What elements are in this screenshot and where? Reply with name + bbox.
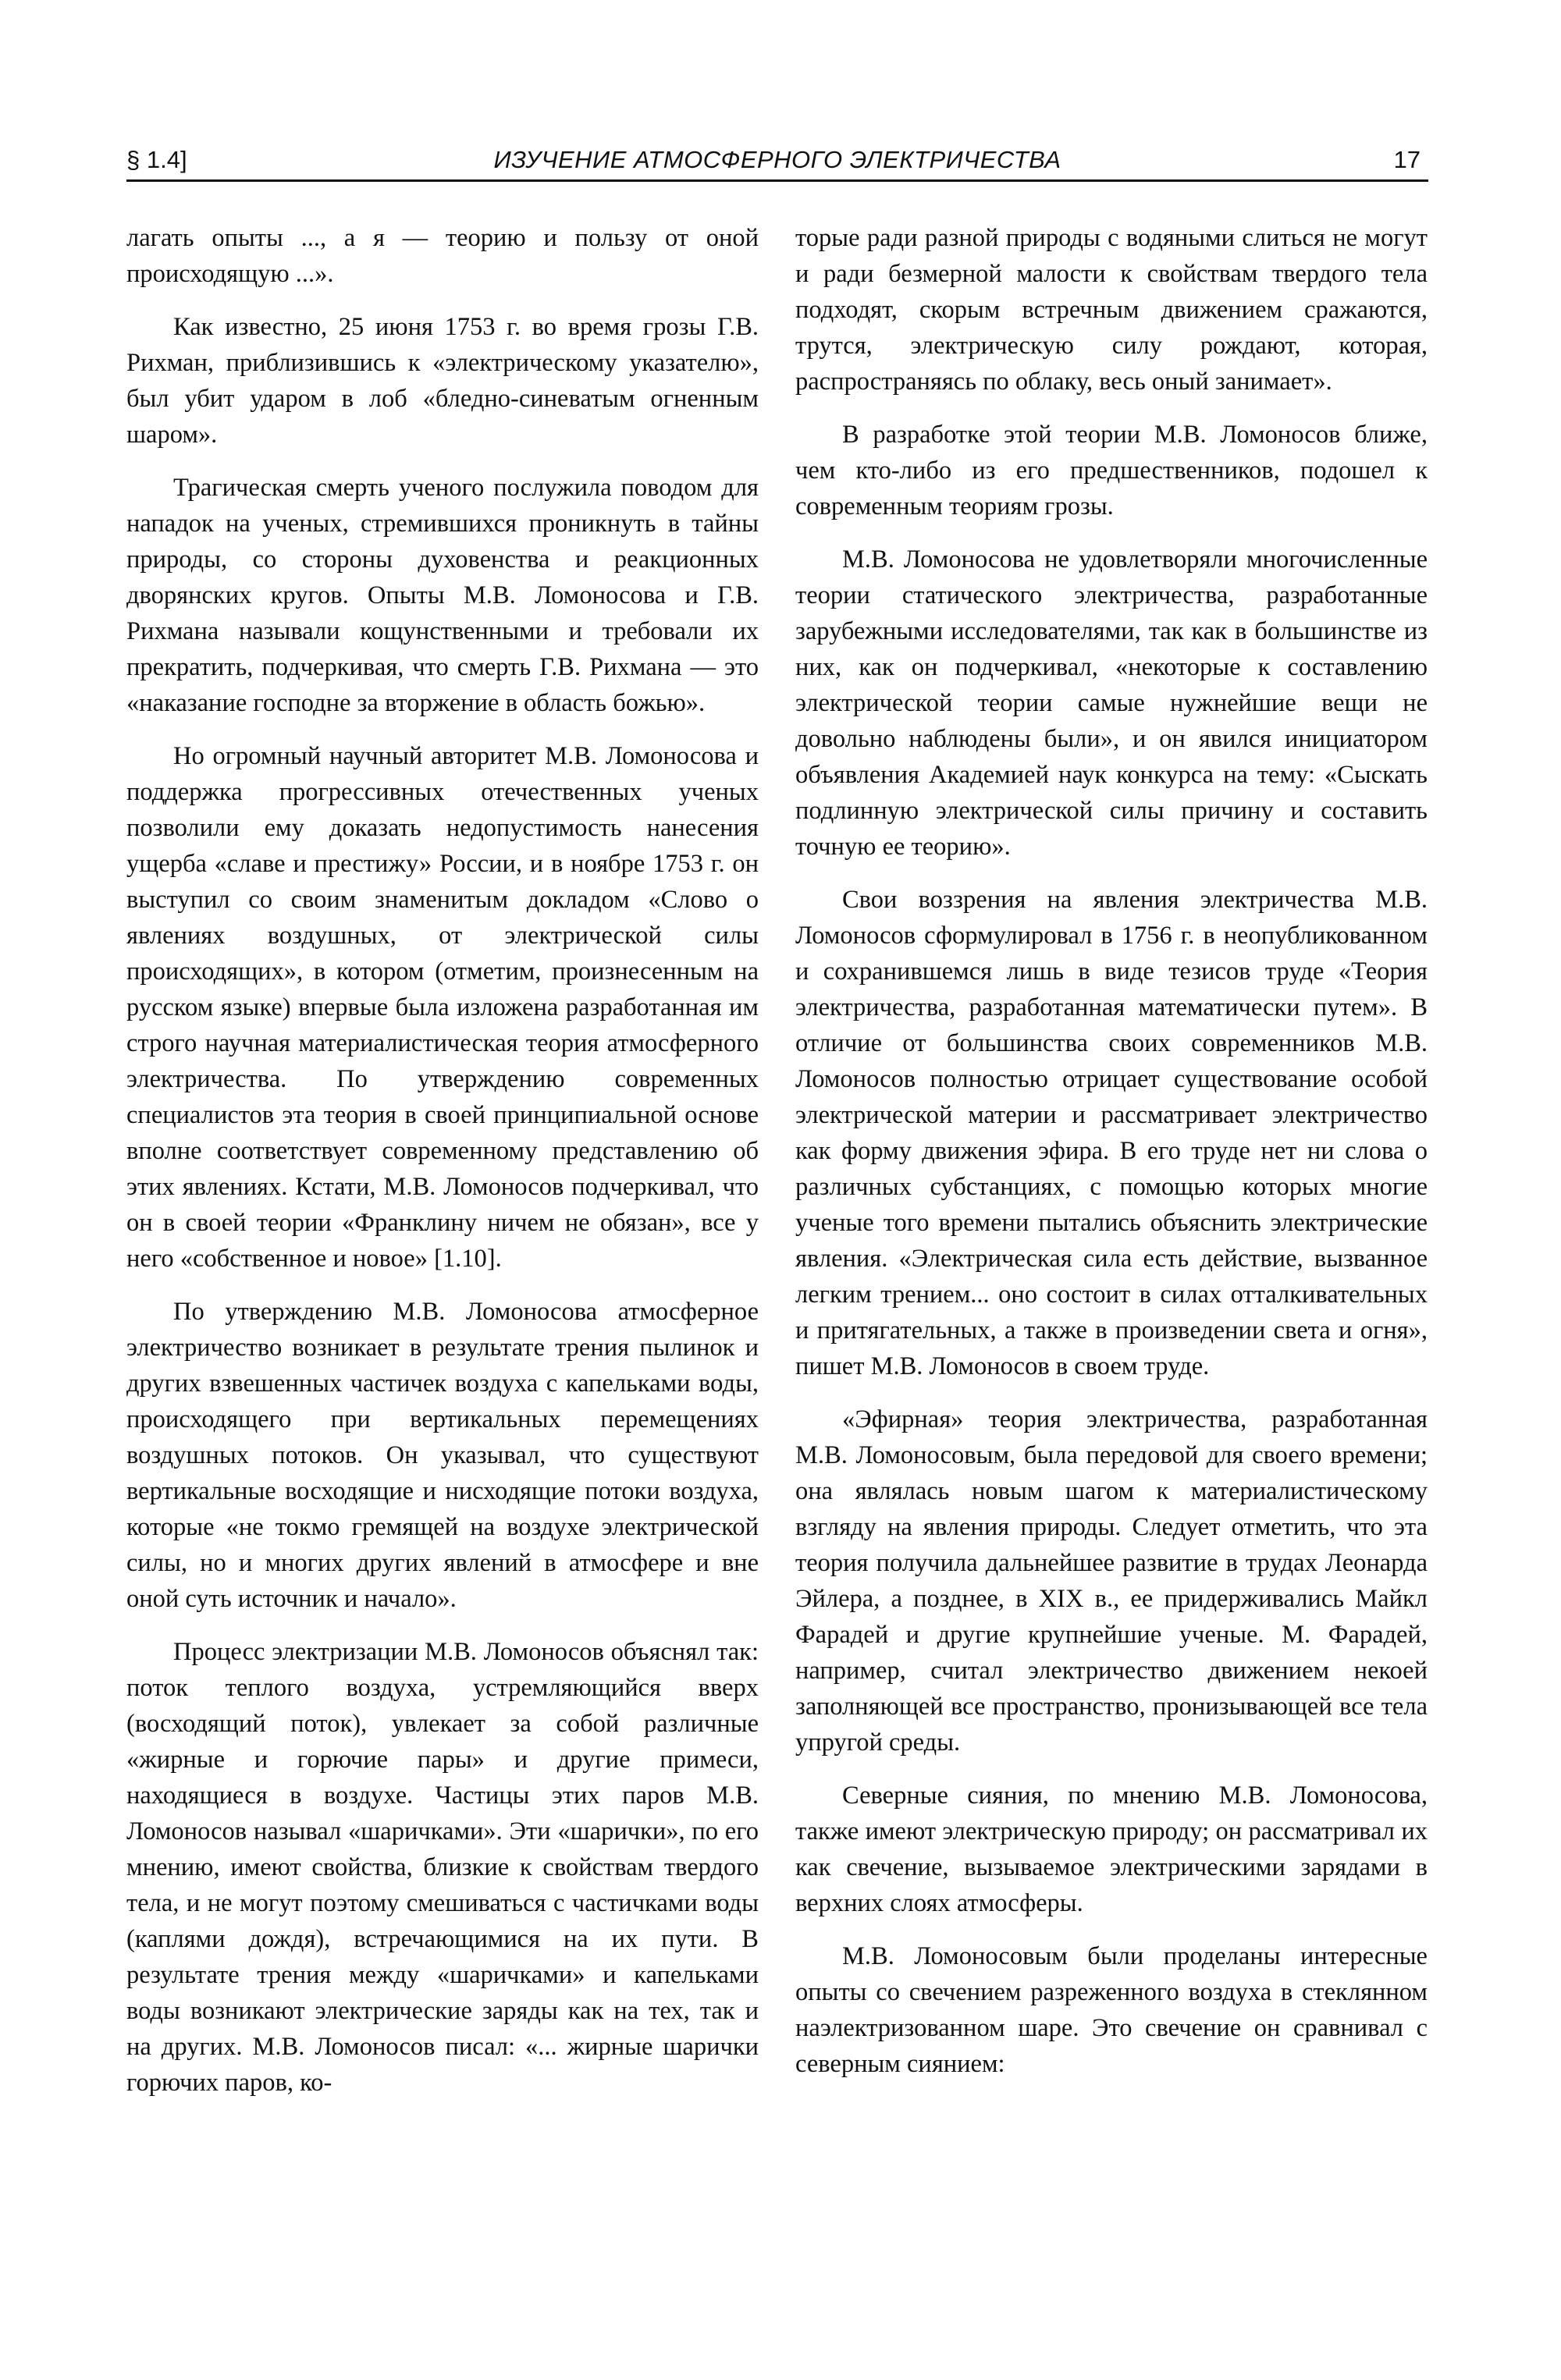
page-number: 17 xyxy=(1393,146,1421,173)
paragraph: Процесс электризации М.В. Ломоносов объяснял так: поток теплого воздуха, устремляющийся вверх (восходящий поток), увлекает за собой различные «жирные и горючие пары» и другие примеси, находящиеся в воздухе. Частицы этих паров М.В. Ломоносов называл «шаричками». Эти «шарички», по его мнению, имеют свойства, близкие к свойствам твердого тела, и не могут поэтому смешиваться с частичками воды (каплями дождя), встречающимися на их пути. В результате трения между «шаричками» и капельками воды возникают электрические заряды как на тех, так и на других. М.В. Ломоносов писал: «... жирные шарички горючих паров, ко- xyxy=(126,1638,759,2097)
right-column xyxy=(795,220,1428,2099)
paragraph: Как известно, 25 июня 1753 г. во время грозы Г.В. Рихман, приблизившись к «электрическому указателю», был убит ударом в лоб «бледно-синеватым огненным шаром». xyxy=(126,313,759,449)
left-column xyxy=(126,220,759,2118)
paragraph: Свои воззрения на явления электричества М.В. Ломоносов сформулировал в 1756 г. в неопубликованном и сохранившемся лишь в виде тезисов труде «Теория электричества, разработанная математически путем». В отличие от большинства своих современников М.В. Ломоносов полностью отрицает существование особой электрической материи и рассматривает электричество как форму движения эфира. В его труде нет ни слова о различных субстанциях, с помощью которых многие ученые того времени пытались объяснить электрические явления. «Электрическая сила есть действие, вызванное легким трением... оно состоит в силах отталкивательных и притягательных, а также в произведении света и огня», пишет М.В. Ломоносов в своем труде. xyxy=(795,886,1428,1380)
paragraph: Трагическая смерть ученого послужила поводом для нападок на ученых, стремившихся проникнуть в тайны природы, со стороны духовенства и реакционных дворянских кругов. Опыты М.В. Ломоносова и Г.В. Рихмана называли кощунственными и требовали их прекратить, подчеркивая, что смерть Г.В. Рихмана — это «наказание господне за вторжение в область божью». xyxy=(126,474,759,717)
paragraph: лагать опыты ..., а я — теорию и пользу от оной происходящую ...». xyxy=(126,224,759,288)
section-number: § 1.4] xyxy=(126,146,187,173)
paragraph: Северные сияния, по мнению М.В. Ломоносова, также имеют электрическую природу; он рассматривал их как свечение, вызываемое электрическими зарядами в верхних слоях атмосферы. xyxy=(795,1781,1428,1917)
chapter-title: ИЗУЧЕНИЕ АТМОСФЕРНОГО ЭЛЕКТРИЧЕСТВА xyxy=(493,146,1061,173)
paragraph: По утверждению М.В. Ломоносова атмосферное электричество возникает в результате трения пылинок и других взвешенных частичек воздуха с капельками воды, происходящего при вертикальных перемещениях воздушных потоков. Он указывал, что существуют вертикальные восходящие и нисходящие потоки воздуха, которые «не токмо гремящей на воздухе электрической силы, но и многих других явлений в атмосфере и вне оной суть источник и начало». xyxy=(126,1298,759,1613)
paragraph: торые ради разной природы с водяными слиться не могут и ради безмерной малости к свойствам твердого тела подходят, скорым встречным движением сражаются, трутся, электрическую силу рождают, которая, распространяясь по облаку, весь оный занимает». xyxy=(795,224,1428,396)
paragraph: М.В. Ломоносовым были проделаны интересные опыты со свечением разреженного воздуха в стеклянном наэлектризованном шаре. Это свечение он сравнивал с северным сиянием: xyxy=(795,1942,1428,2078)
paragraph: «Эфирная» теория электричества, разработанная М.В. Ломоносовым, была передовой для своего времени; она являлась новым шагом к материалистическому взгляду на явления природы. Следует отметить, что эта теория получила дальнейшее развитие в трудах Леонарда Эйлера, а позднее, в XIX в., ее придерживались Майкл Фарадей и другие крупнейшие ученые. М. Фарадей, например, считал электричество движением некоей заполняющей все пространство, пронизывающей все тела упругой среды. xyxy=(795,1405,1428,1757)
running-header xyxy=(126,140,1428,182)
paragraph: Но огромный научный авторитет М.В. Ломоносова и поддержка прогрессивных отечественных ученых позволили ему доказать недопустимость нанесения ущерба «славе и престижу» России, и в ноябре 1753 г. он выступил со своим знаменитым докладом «Слово о явлениях воздушных, от электрической силы происходящих», в котором (отметим, произнесенным на русском языке) впервые была изложена разработанная им строго научная материалистическая теория атмосферного электричества. По утверждению современных специалистов эта теория в своей принципиальной основе вполне соответствует современному представлению об этих явлениях. Кстати, М.В. Ломоносов подчеркивал, что он в своей теории «Франклину ничем не обязан», все у него «собственное и новое» [1.10]. xyxy=(126,742,759,1273)
paragraph: В разработке этой теории М.В. Ломоносов ближе, чем кто-либо из его предшественников, подошел к современным теориям грозы. xyxy=(795,421,1428,520)
paragraph: М.В. Ломоносова не удовлетворяли многочисленные теории статического электричества, разработанные зарубежными исследователями, так как в большинстве из них, как он подчеркивал, «некоторые к составлению электрической теории самые нужнейшие вещи не довольно наблюдены были», и он явился инициатором объявления Академией наук конкурса на тему: «Сыскать подлинную электрической силы причину и составить точную ее теорию». xyxy=(795,545,1428,861)
